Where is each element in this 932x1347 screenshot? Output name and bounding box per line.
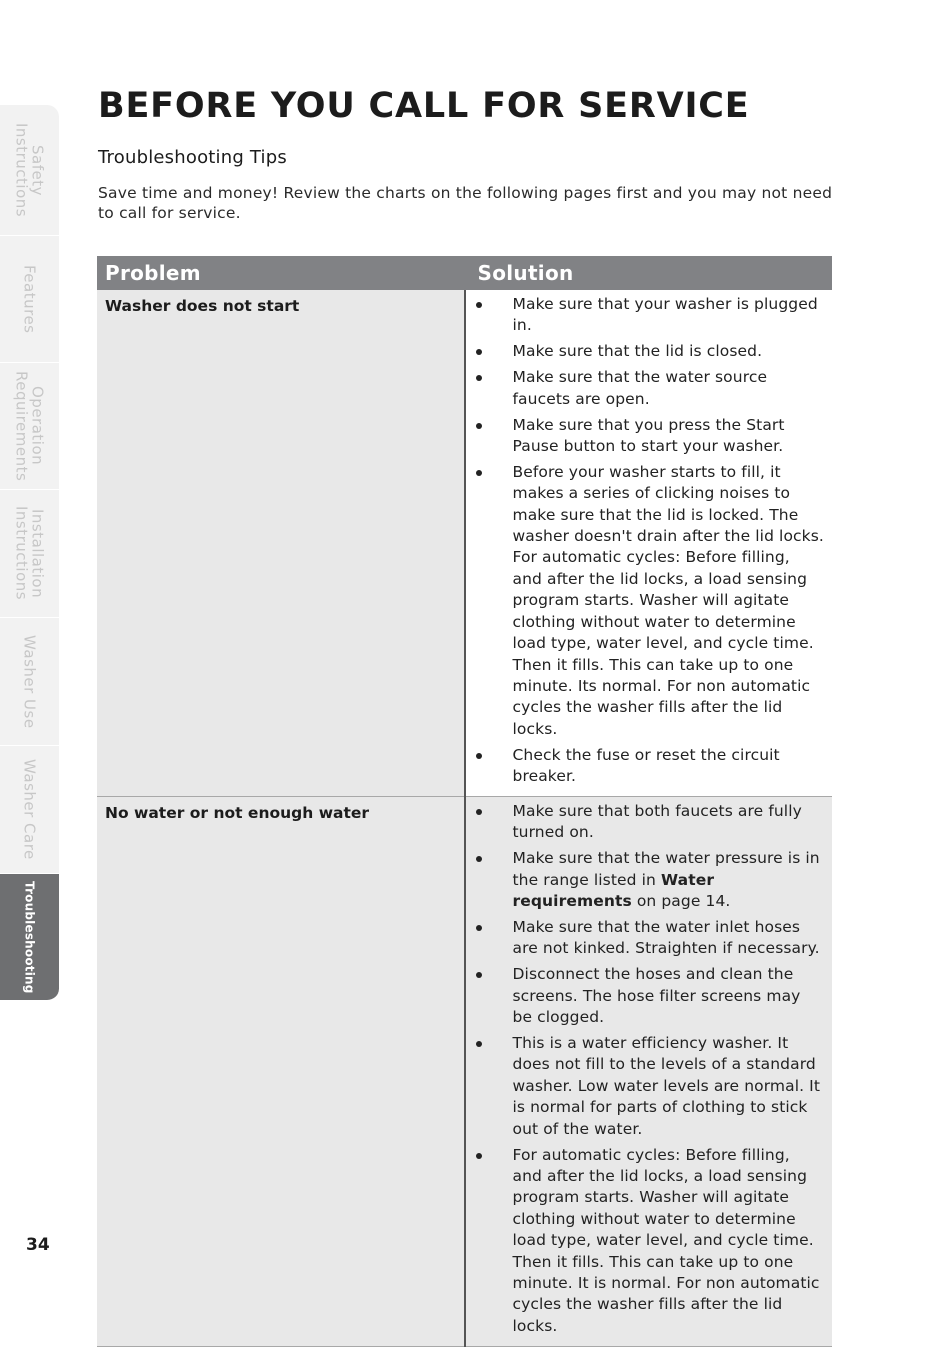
tab-label: Installation Instructions (12, 506, 47, 601)
solution-text: This is a water efficiency washer. It does not fill to the levels of a standard washer. Low water levels are normal. It is normal for parts of clothing to stick out of the water. (512, 1034, 821, 1138)
table-header-row (97, 256, 832, 290)
bullet-icon (476, 925, 482, 931)
solution-text: Before your washer starts to fill, it makes a series of clicking noises to make sure that the lid is locked. The washer doesn't drain after the lid locks. For automatic cycles: Before filling, and after the lid locks, a load sensing program starts. Washer will agitate clothing without water to determine load type, water level, and cycle time. Then it fills. This can take up to one minute. Its normal. For non automatic cycles the washer fills after the lid locks. (512, 462, 824, 738)
solution-item (466, 341, 825, 362)
table-row (97, 290, 832, 796)
solution-column-header: Solution (465, 256, 833, 290)
tab-installation-instructions[interactable] (0, 490, 59, 618)
bullet-icon (476, 470, 482, 476)
tab-label: Operation Requirements (12, 370, 47, 482)
bullet-icon (476, 302, 482, 308)
solution-text: on page 14. (631, 892, 731, 911)
solution-item (466, 294, 825, 337)
bullet-icon (476, 809, 482, 815)
tab-features[interactable] (0, 236, 59, 363)
tab-safety-instructions[interactable] (0, 105, 59, 236)
solution-text: Make sure that the lid is closed. (512, 342, 763, 361)
tab-label: Troubleshooting (22, 880, 37, 994)
solution-text: Make sure that the water inlet hoses are not kinked. Straighten if necessary. (512, 917, 820, 958)
solution-text: Disconnect the hoses and clean the screens. The hose filter screens may be clogged. (512, 965, 801, 1027)
intro-paragraph: Save time and money! Review the charts on the following pages first and you may not need to call for service. (98, 184, 833, 222)
solution-text: For automatic cycles: Before filling, and after the lid locks, a load sensing program starts. Washer will agitate clothing without water to determine load type, water level, and cycle time. Then it fills. This can take up to one minute. It is normal. For non automatic cycles the washer fills after the lid locks. (512, 1145, 820, 1335)
tab-label: Features (20, 264, 39, 334)
tab-operation-requirements[interactable] (0, 363, 59, 490)
side-tab-nav (0, 105, 59, 1000)
solution-text: Make sure that both faucets are fully turned on. (512, 801, 802, 842)
tab-washer-use[interactable] (0, 618, 59, 746)
bullet-icon (476, 423, 482, 429)
bullet-icon (476, 972, 482, 978)
problem-column-header: Problem (97, 256, 465, 290)
problem-cell: Washer does not start (97, 290, 465, 796)
solution-list (466, 294, 825, 787)
solution-item (466, 367, 825, 410)
solution-item (466, 848, 825, 912)
bullet-icon (476, 753, 482, 759)
solution-item (466, 917, 825, 960)
solution-item (466, 745, 825, 788)
tab-label: Washer Care (20, 759, 39, 860)
solution-text: Make sure that the water pressure is in the range listed in (512, 849, 820, 889)
solution-item (466, 1145, 825, 1338)
solution-item (466, 801, 825, 844)
bullet-icon (476, 856, 482, 862)
page-number: 34 (26, 1235, 50, 1255)
page-title: BEFORE YOU CALL FOR SERVICE (98, 86, 750, 126)
section-subtitle: Troubleshooting Tips (98, 147, 287, 168)
solution-item (466, 964, 825, 1028)
table-row (97, 796, 832, 1346)
bullet-icon (476, 1041, 482, 1047)
troubleshooting-table (97, 256, 832, 1347)
solution-text: Check the fuse or reset the circuit breaker. (512, 745, 780, 786)
solution-item (466, 1033, 825, 1140)
solution-cell (465, 796, 833, 1346)
solution-text: Make sure that you press the Start Pause button to start your washer. (512, 415, 785, 455)
solution-text: Make sure that the water source faucets are open. (512, 368, 768, 408)
bullet-icon (476, 349, 482, 355)
bullet-icon (476, 375, 482, 381)
problem-cell: No water or not enough water (97, 796, 465, 1346)
tab-label: Washer Use (20, 634, 39, 729)
tab-label: Safety Instructions (12, 122, 47, 218)
bullet-icon (476, 1153, 482, 1159)
solution-item (466, 415, 825, 458)
solution-cell (465, 290, 833, 796)
solution-list (466, 801, 825, 1337)
tab-washer-care[interactable] (0, 746, 59, 874)
tab-troubleshooting[interactable] (0, 874, 59, 1001)
water-requirements-reference: Water requirements (512, 870, 715, 911)
solution-item (466, 462, 825, 740)
solution-text: Make sure that your washer is plugged in. (512, 295, 818, 335)
